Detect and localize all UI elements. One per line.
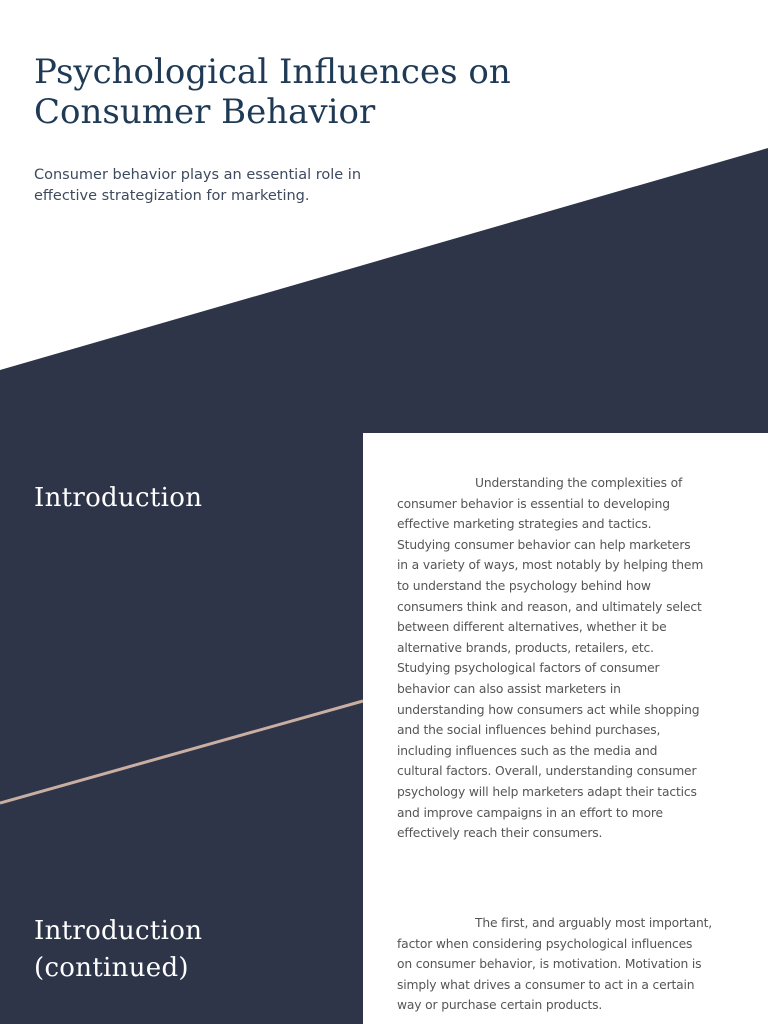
page-title-line: Consumer Behavior bbox=[34, 92, 376, 132]
paragraph-line: on consumer behavior, is motivation. Motivation is bbox=[397, 957, 702, 972]
paragraph-line: behavior can also assist marketers in bbox=[397, 681, 621, 696]
heading-line: Introduction bbox=[34, 483, 203, 513]
page-title-line: Psychological Influences on bbox=[34, 52, 511, 92]
section-heading-introduction-continued bbox=[34, 913, 202, 987]
paragraph-line: way or purchase certain products. bbox=[397, 998, 603, 1013]
paragraph-line: factor when considering psychological influences bbox=[397, 936, 693, 951]
paragraph-line: alternative brands, products, retailers, etc. bbox=[397, 640, 654, 655]
page-title bbox=[34, 52, 594, 132]
paragraph-line: to understand the psychology behind how bbox=[397, 578, 651, 593]
paragraph-line: effective marketing strategies and tactics. bbox=[397, 517, 652, 532]
heading-line: (continued) bbox=[34, 953, 189, 983]
paragraph-line: and the social influences behind purchases, bbox=[397, 723, 661, 738]
paragraph-line: Studying psychological factors of consumer bbox=[397, 661, 660, 676]
paragraph-line: consumer behavior is essential to developing bbox=[397, 496, 670, 511]
introduction-paragraph bbox=[397, 473, 757, 844]
page-subtitle bbox=[34, 165, 414, 207]
paragraph-line: and improve campaigns in an effort to more bbox=[397, 805, 663, 820]
paragraph-line: Understanding the complexities of bbox=[475, 476, 683, 490]
content-card bbox=[363, 433, 768, 1024]
paragraph-line: in a variety of ways, most notably by helping them bbox=[397, 558, 704, 573]
paragraph-line: Studying consumer behavior can help marketers bbox=[397, 537, 691, 552]
paragraph-line: psychology will help marketers adapt their tactics bbox=[397, 784, 697, 799]
paragraph-line: simply what drives a consumer to act in a certain bbox=[397, 977, 695, 992]
subtitle-line: Consumer behavior plays an essential role in bbox=[34, 167, 362, 183]
paragraph-line: between different alternatives, whether it be bbox=[397, 620, 667, 635]
section-heading-introduction bbox=[34, 480, 202, 517]
paragraph-line: understanding how consumers act while shopping bbox=[397, 702, 700, 717]
paragraph-line: consumers think and reason, and ultimately select bbox=[397, 599, 702, 614]
heading-line: Introduction bbox=[34, 916, 203, 946]
introduction-continued-paragraph bbox=[397, 913, 757, 1016]
paragraph-line: cultural factors. Overall, understanding consumer bbox=[397, 764, 697, 779]
paragraph-line: effectively reach their consumers. bbox=[397, 826, 603, 841]
paragraph-line: The first, and arguably most important, bbox=[475, 916, 713, 930]
subtitle-line: effective strategization for marketing. bbox=[34, 188, 310, 204]
paragraph-line: including influences such as the media and bbox=[397, 743, 658, 758]
